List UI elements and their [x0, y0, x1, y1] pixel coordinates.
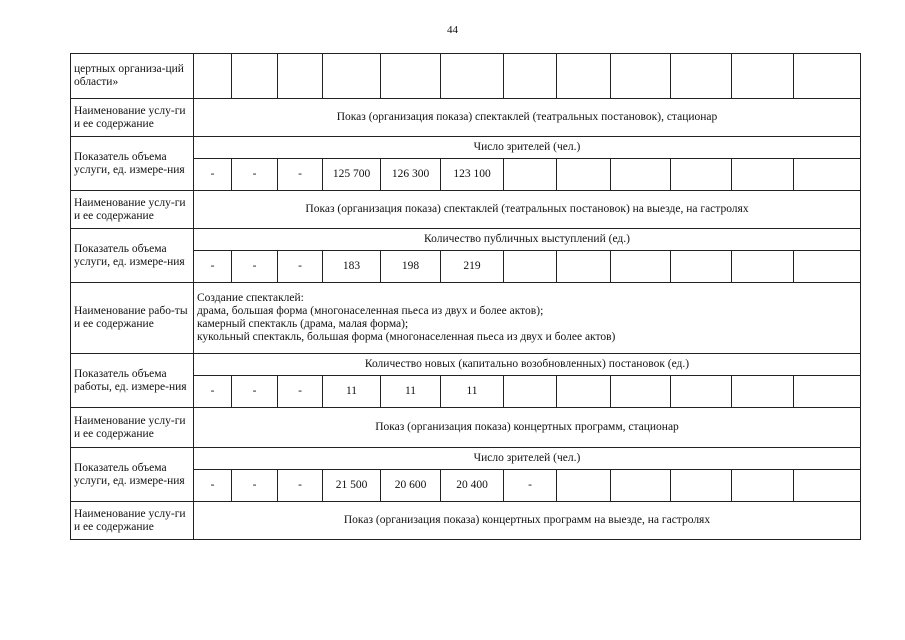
value-cell	[794, 470, 861, 502]
table-row	[71, 502, 861, 540]
value-cell	[671, 376, 732, 408]
value-cell	[671, 470, 732, 502]
value-cell: -	[278, 376, 323, 408]
value-cell	[232, 54, 278, 99]
value-cell: 183	[323, 251, 381, 283]
value-cell	[504, 159, 557, 191]
value-cell	[557, 159, 611, 191]
work-content-cell	[194, 283, 861, 354]
value-cell: 21 500	[323, 470, 381, 502]
services-table	[70, 53, 861, 540]
table-row	[71, 229, 861, 251]
table-row	[71, 99, 861, 137]
value-cell: -	[194, 470, 232, 502]
service-name-cell: Показ (организация показа) концертных программ, стационар	[194, 408, 861, 448]
value-cell	[671, 251, 732, 283]
value-cell	[732, 159, 794, 191]
value-cell	[732, 251, 794, 283]
row-label: Показатель объема работы, ед. измере-ния	[71, 354, 194, 408]
value-cell	[732, 376, 794, 408]
row-label: Наименование услу-ги и ее содержание	[71, 502, 194, 540]
value-cell	[441, 54, 504, 99]
value-cell	[794, 159, 861, 191]
value-cell: 20 400	[441, 470, 504, 502]
table-row	[71, 54, 861, 99]
table-row	[71, 408, 861, 448]
value-cell	[794, 54, 861, 99]
service-name-cell: Показ (организация показа) спектаклей (театральных постановок), стационар	[194, 99, 861, 137]
content-line: Создание спектаклей:	[197, 292, 304, 304]
row-label: Наименование услу-ги и ее содержание	[71, 99, 194, 137]
value-cell: -	[194, 251, 232, 283]
row-label: Наименование услу-ги и ее содержание	[71, 191, 194, 229]
value-cell	[278, 54, 323, 99]
value-cell	[557, 470, 611, 502]
value-cell: -	[232, 251, 278, 283]
value-cell: 198	[381, 251, 441, 283]
value-cell	[611, 159, 671, 191]
value-cell	[732, 470, 794, 502]
value-cell	[504, 251, 557, 283]
table-row	[71, 354, 861, 376]
content-line: камерный спектакль (драма, малая форма);	[197, 318, 409, 330]
service-name-cell: Показ (организация показа) концертных программ на выезде, на гастролях	[194, 502, 861, 540]
row-label: цертных организа-ций области»	[71, 54, 194, 99]
value-cell: -	[278, 159, 323, 191]
value-cell: -	[232, 376, 278, 408]
page-number: 44	[447, 24, 458, 36]
value-cell: 11	[323, 376, 381, 408]
value-cell: -	[194, 159, 232, 191]
value-cell: 11	[441, 376, 504, 408]
value-cell	[194, 54, 232, 99]
value-cell: 11	[381, 376, 441, 408]
value-cell	[557, 251, 611, 283]
value-cell	[504, 54, 557, 99]
table-row	[71, 283, 861, 354]
value-cell	[557, 54, 611, 99]
table-row	[71, 191, 861, 229]
value-cell: -	[194, 376, 232, 408]
row-label: Наименование рабо-ты и ее содержание	[71, 283, 194, 354]
value-cell: 125 700	[323, 159, 381, 191]
value-cell	[671, 159, 732, 191]
content-line: кукольный спектакль, большая форма (многонаселенная пьеса из двух и более актов)	[197, 331, 616, 343]
value-cell	[611, 54, 671, 99]
table-row	[71, 448, 861, 470]
row-label: Показатель объема услуги, ед. измере-ния	[71, 229, 194, 283]
value-cell	[794, 251, 861, 283]
value-cell: -	[278, 251, 323, 283]
value-cell	[671, 54, 732, 99]
value-cell: 126 300	[381, 159, 441, 191]
value-cell	[611, 376, 671, 408]
value-cell	[323, 54, 381, 99]
value-cell	[381, 54, 441, 99]
indicator-caption: Количество публичных выступлений (ед.)	[194, 229, 861, 251]
content-line: драма, большая форма (многонаселенная пьеса из двух и более актов);	[197, 305, 544, 317]
value-cell: -	[504, 470, 557, 502]
row-label: Наименование услу-ги и ее содержание	[71, 408, 194, 448]
value-cell: -	[278, 470, 323, 502]
value-cell	[557, 376, 611, 408]
value-cell	[611, 251, 671, 283]
value-cell	[504, 376, 557, 408]
value-cell	[732, 54, 794, 99]
service-name-cell: Показ (организация показа) спектаклей (театральных постановок) на выезде, на гастролях	[194, 191, 861, 229]
value-cell: 123 100	[441, 159, 504, 191]
row-label: Показатель объема услуги, ед. измере-ния	[71, 448, 194, 502]
value-cell	[611, 470, 671, 502]
indicator-caption: Число зрителей (чел.)	[194, 137, 861, 159]
value-cell: -	[232, 159, 278, 191]
indicator-caption: Число зрителей (чел.)	[194, 448, 861, 470]
row-label: Показатель объема услуги, ед. измере-ния	[71, 137, 194, 191]
value-cell	[794, 376, 861, 408]
value-cell: 20 600	[381, 470, 441, 502]
value-cell: -	[232, 470, 278, 502]
table-row	[71, 137, 861, 159]
value-cell: 219	[441, 251, 504, 283]
indicator-caption: Количество новых (капитально возобновленных) постановок (ед.)	[194, 354, 861, 376]
